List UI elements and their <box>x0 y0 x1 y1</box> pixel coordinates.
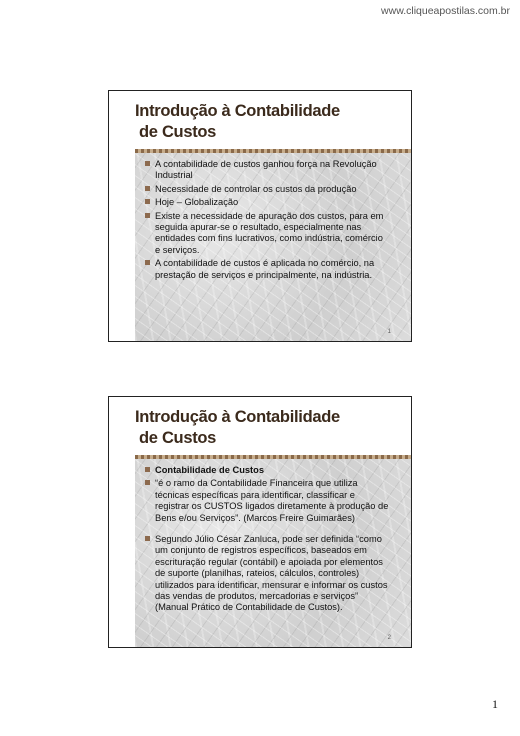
site-url: www.cliqueapostilas.com.br <box>381 5 510 17</box>
list-item <box>145 478 389 524</box>
slide-title <box>135 407 405 449</box>
square-bullet-icon <box>145 480 150 485</box>
bullet-list <box>145 159 389 283</box>
bullet-text: Contabilidade de Custos <box>155 465 264 475</box>
square-bullet-icon <box>145 199 150 204</box>
bullet-text: “é o ramo da Contabilidade Financeira que utiliza técnicas específicas para identificar, classificar e registrar os CUSTOS ligados diretamente à produção de Bens e/ou Serviços”. (Marcos Freire Guimarães) <box>155 478 389 523</box>
list-item <box>145 258 389 281</box>
accent-bar <box>135 149 411 153</box>
square-bullet-icon <box>145 467 150 472</box>
bullet-text: A contabilidade de custos ganhou força na Revolução Industrial <box>155 159 377 181</box>
square-bullet-icon <box>145 186 150 191</box>
square-bullet-icon <box>145 260 150 265</box>
slide-title <box>135 101 405 143</box>
bullet-text: A contabilidade de custos é aplicada no comércio, na prestação de serviços e principalmente, na indústria. <box>155 258 375 280</box>
list-item <box>145 534 389 614</box>
list-item <box>145 211 389 257</box>
slide-number: 2 <box>387 635 391 641</box>
slide-title-line-1: Introdução à Contabilidade <box>135 408 340 426</box>
square-bullet-icon <box>145 536 150 541</box>
list-item <box>145 159 389 182</box>
list-item <box>145 184 389 195</box>
slide-2 <box>108 396 412 648</box>
bullet-list <box>145 465 389 616</box>
square-bullet-icon <box>145 161 150 166</box>
slide-number: 1 <box>387 329 391 335</box>
page-number: 1 <box>492 697 498 711</box>
square-bullet-icon <box>145 213 150 218</box>
slide-title-line-2: de Custos <box>139 429 217 447</box>
slide-1 <box>108 90 412 342</box>
accent-bar <box>135 455 411 459</box>
bullet-text: Hoje – Globalização <box>155 197 239 208</box>
slide-title-line-2: de Custos <box>139 123 217 141</box>
slide-title-line-1: Introdução à Contabilidade <box>135 102 340 120</box>
bullet-text: Existe a necessidade de apuração dos custos, para em seguida apurar-se o resultado, especialmente nas entidades com fins lucrativos, como indústria, comércio e serviços. <box>155 210 384 255</box>
list-item <box>145 197 389 208</box>
bullet-text: Segundo Júlio César Zanluca, pode ser definida “como um conjunto de registros específicos, baseados em escrituração regular (contábil) e apoiada por elementos de suporte (planilhas, rateios, cálculos, controles) utilizados para identificar, mensurar e informar os custos das vendas de produtos, mercadorias e serviços” (Manual Prático de Contabilidade de Custos). <box>155 534 388 613</box>
list-item <box>145 465 389 476</box>
bullet-text: Necessidade de controlar os custos da produção <box>155 183 357 194</box>
